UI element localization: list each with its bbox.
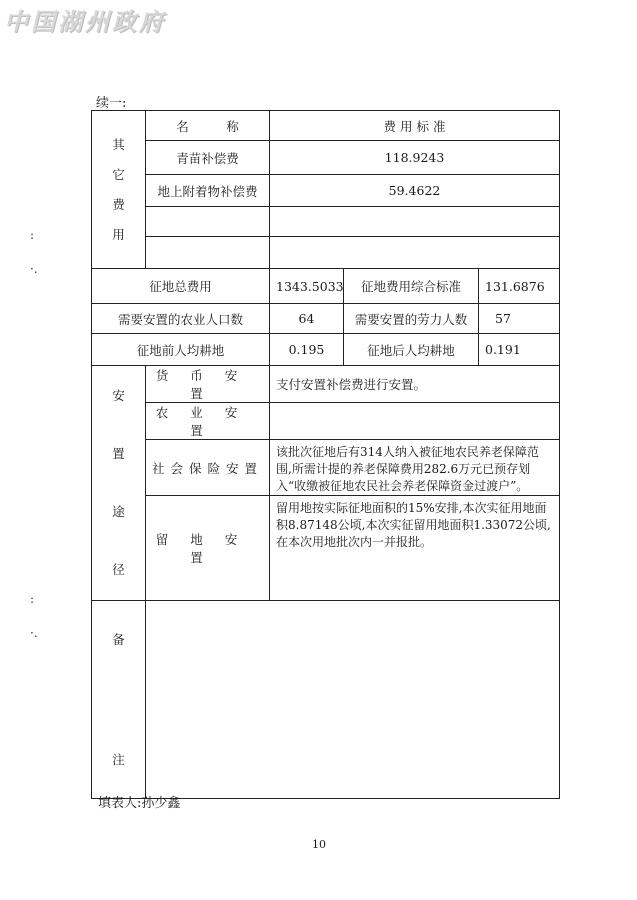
- fee-name: 青苗补偿费: [146, 141, 270, 175]
- header-standard: 费 用 标 准: [270, 111, 560, 141]
- resettlement-text: [270, 403, 560, 440]
- summary-value: 131.6876: [479, 269, 560, 304]
- filler-line: [98, 792, 180, 811]
- fee-value: 59.4622: [270, 175, 560, 207]
- other-fees-side-label: 其 它 费 用: [92, 111, 146, 269]
- watermark-logo: 中国湖州政府: [4, 7, 166, 36]
- summary-value: 64: [270, 304, 344, 334]
- resettlement-text: 支付安置补偿费进行安置。: [270, 366, 560, 403]
- summary-value: 0.195: [270, 334, 344, 366]
- resettlement-text: 该批次征地后有314人纳入被征地农民养老保障范围,所需计提的养老保障费用282.6万元已预存划入“收缴被征地农民社会养老保障资金过渡户”。: [270, 440, 560, 496]
- land-acquisition-form-table: [91, 110, 560, 799]
- summary-label: 征地前人均耕地: [92, 334, 270, 366]
- page-number: 10: [312, 838, 326, 851]
- remarks-side-label: 备 注: [92, 601, 146, 799]
- margin-mark: ·.: [30, 262, 38, 276]
- summary-value: 0.191: [479, 334, 560, 366]
- fee-name: [146, 237, 270, 269]
- resettlement-text: 留用地按实际征地面积的15%安排,本次实征用地面积8.87148公顷,本次实征留用地面积1.33072公顷,在本次用地批次内一并报批。: [270, 496, 560, 601]
- fee-name: 地上附着物补偿费: [146, 175, 270, 207]
- summary-label: 征地后人均耕地: [344, 334, 479, 366]
- summary-label: 征地费用综合标准: [344, 269, 479, 304]
- fee-value: [270, 207, 560, 237]
- resettlement-type: 社会保险安置: [146, 440, 270, 496]
- resettlement-type: 货币安置: [146, 366, 270, 403]
- fee-value: 118.9243: [270, 141, 560, 175]
- margin-mark: :: [30, 228, 35, 242]
- header-name: 名 称: [146, 111, 270, 141]
- summary-value: 57: [479, 304, 560, 334]
- continued-label: 续一:: [96, 96, 127, 111]
- resettlement-side-label: 安 置 途 径: [92, 366, 146, 601]
- fee-name: [146, 207, 270, 237]
- margin-mark: ·.: [30, 626, 38, 640]
- resettlement-type: 农业安置: [146, 403, 270, 440]
- fee-value: [270, 237, 560, 269]
- resettlement-type: 留地安置: [146, 496, 270, 601]
- filler-name: 孙少鑫: [141, 796, 181, 811]
- summary-label: 需要安置的农业人口数: [92, 304, 270, 334]
- filler-label: 填表人:: [98, 796, 142, 811]
- margin-mark: :: [30, 592, 35, 606]
- summary-value: 1343.5033: [270, 269, 344, 304]
- summary-label: 需要安置的劳力人数: [344, 304, 479, 334]
- remarks-content: [146, 601, 560, 799]
- summary-label: 征地总费用: [92, 269, 270, 304]
